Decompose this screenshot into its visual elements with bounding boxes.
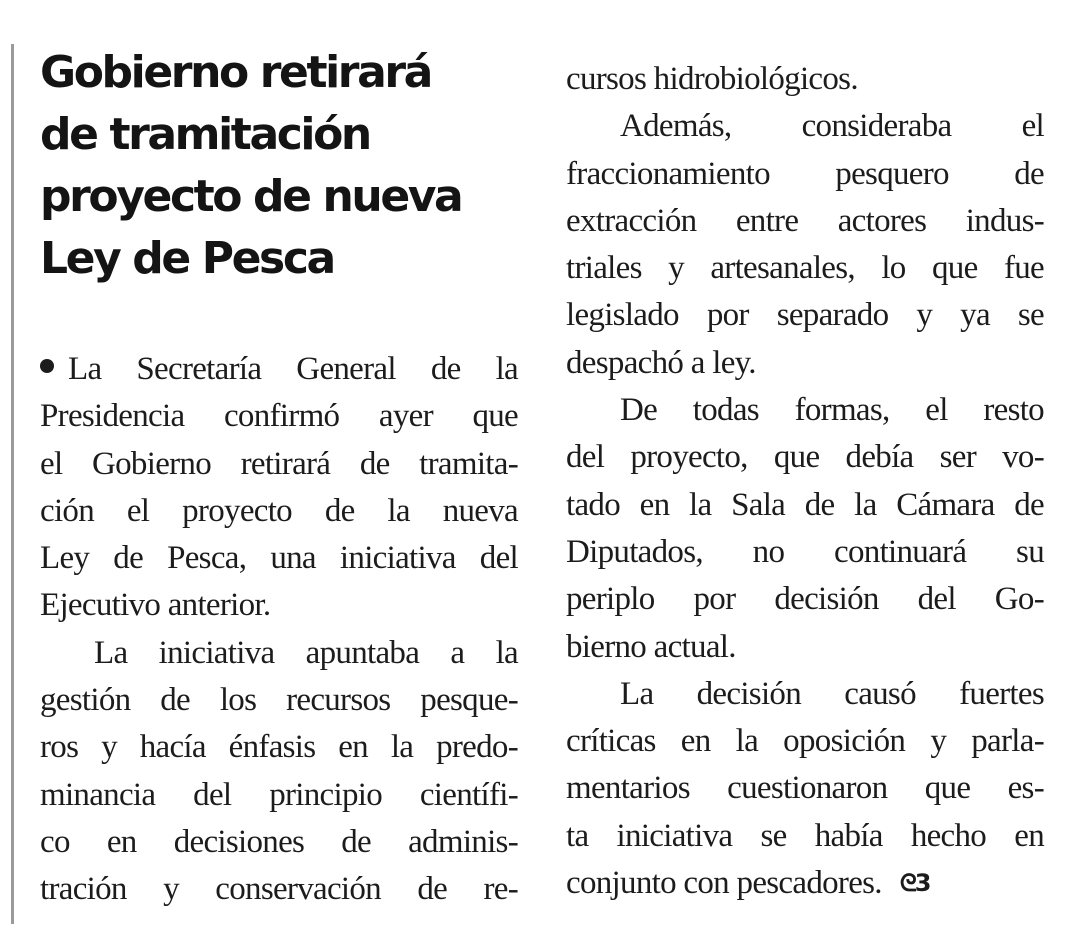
text-line: despachó a ley. [566, 344, 756, 381]
column-rule [11, 44, 14, 924]
text-line: ros y hacía énfasis en la predo- [40, 729, 518, 766]
end-mark-icon: ᘓ3 [899, 869, 930, 898]
article-headline [40, 42, 518, 290]
text-line: ción el proyecto de la nueva [40, 492, 518, 529]
headline-line: Gobierno retirará [40, 47, 431, 98]
text-line: Además, consideraba el [620, 108, 1044, 145]
headline-line: Ley de Pesca [40, 233, 334, 284]
text-line: Ejecutivo anterior. [40, 587, 271, 624]
text-line: el Gobierno retirará de tramita- [40, 445, 518, 482]
text-line: tración y conservación de re- [40, 871, 518, 908]
text-line: tado en la Sala de la Cámara de [566, 486, 1044, 523]
article-body-right-column [566, 56, 1044, 907]
bullet-icon [40, 359, 54, 373]
text-line: mentarios cuestionaron que es- [566, 770, 1044, 807]
text-line: La iniciativa apuntaba a la [94, 634, 518, 671]
article-body-left-column [40, 346, 518, 914]
text-line: De todas formas, el resto [620, 392, 1044, 429]
text-line: minancia del principio científi- [40, 776, 518, 813]
text-line: cursos hidrobiológicos. [566, 61, 858, 97]
text-line: gestión de los recursos pesque- [40, 682, 518, 719]
headline-line: proyecto de nueva [40, 171, 462, 222]
lead-paragraph-line [40, 346, 518, 393]
text-line: extracción entre actores indus- [566, 202, 1044, 239]
text-line: Diputados, no continuará su [566, 533, 1044, 570]
text-line: co en decisiones de adminis- [40, 823, 518, 860]
closing-line [566, 860, 1044, 907]
headline-line: de tramitación [40, 109, 370, 160]
text-line: conjunto con pescadores. [566, 865, 882, 902]
text-line: bierno actual. [566, 628, 736, 665]
text-line: La Secretaría General de la [68, 351, 518, 387]
text-line: Presidencia confirmó ayer que [40, 398, 518, 435]
text-line: críticas en la oposición y parla- [566, 723, 1044, 760]
text-line: triales y artesanales, lo que fue [566, 250, 1044, 287]
text-line: del proyecto, que debía ser vo- [566, 439, 1044, 476]
text-line: ta iniciativa se había hecho en [566, 817, 1044, 854]
text-line: Ley de Pesca, una iniciativa del [40, 540, 518, 577]
text-line: fraccionamiento pesquero de [566, 155, 1044, 192]
text-line: La decisión causó fuertes [620, 675, 1044, 712]
text-line: periplo por decisión del Go- [566, 581, 1044, 618]
text-line: legislado por separado y ya se [566, 297, 1044, 334]
